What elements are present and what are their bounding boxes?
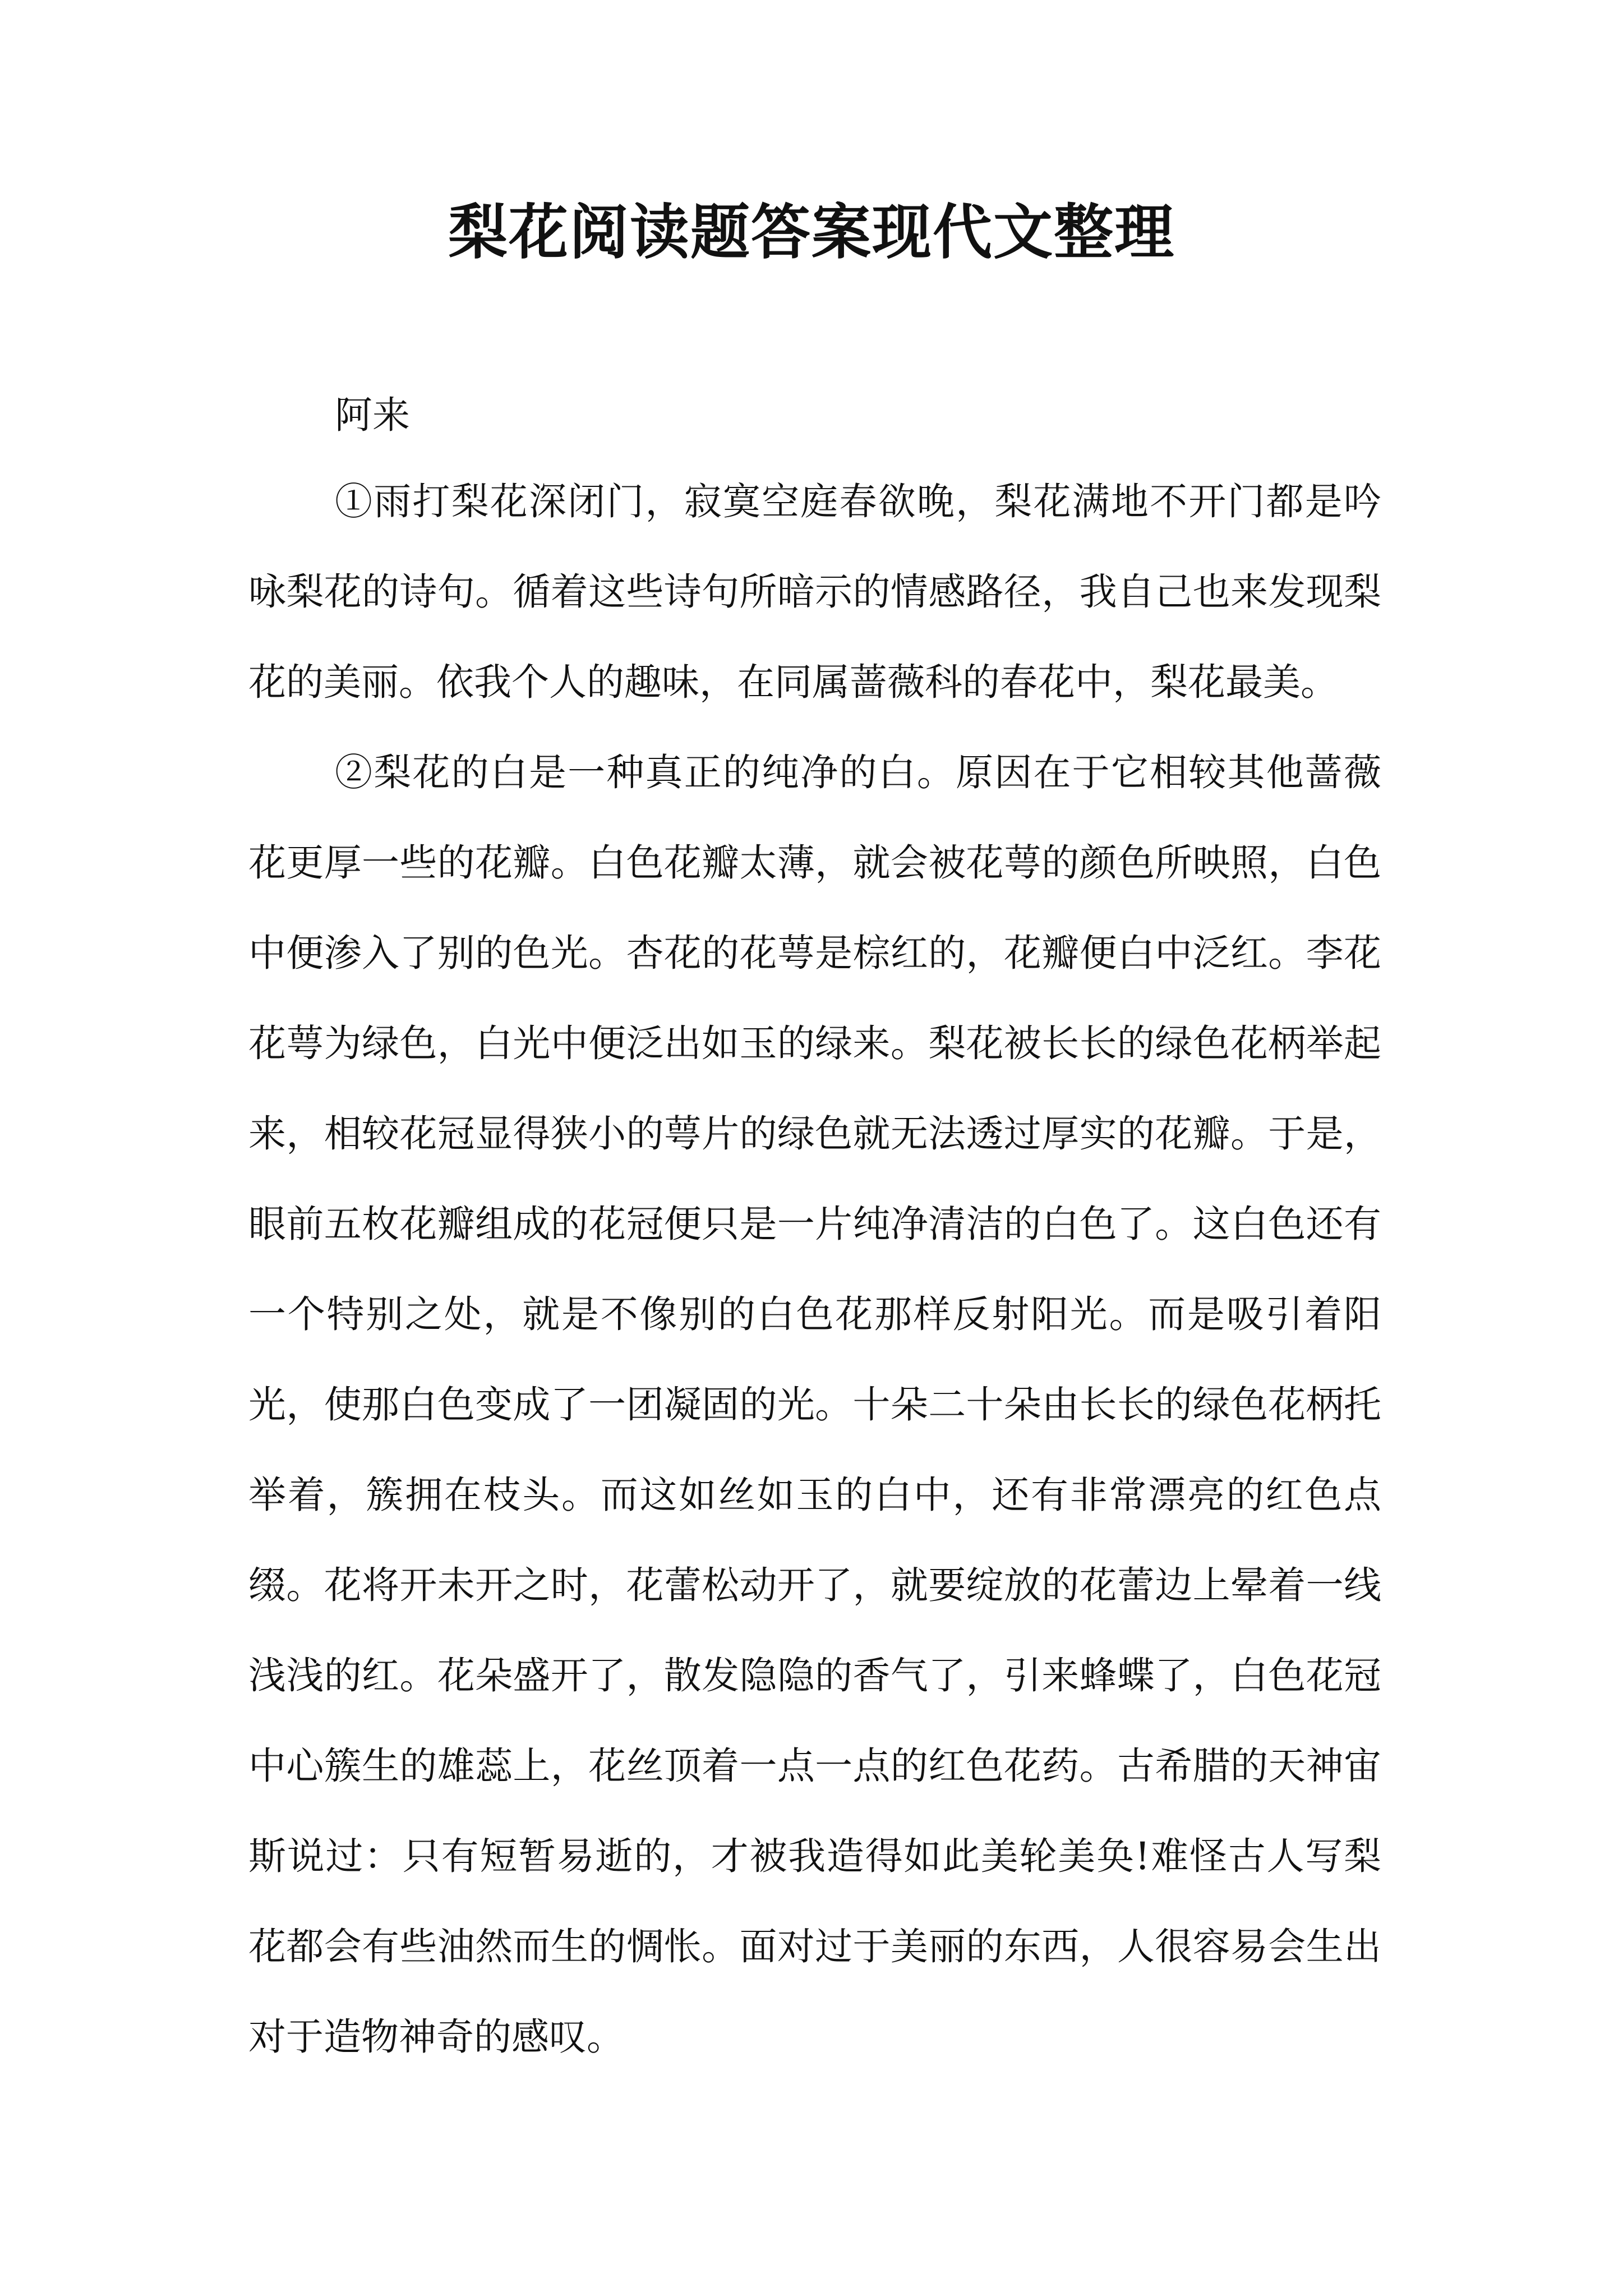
paragraph-1: ①雨打梨花深闭门，寂寞空庭春欲晚，梨花满地不开门都是吟咏梨花的诗句。循着这些诗句所暗示的情感路径，我自己也来发现梨花的美丽。依我个人的趣味，在同属蔷薇科的春花中，梨花最美。 bbox=[248, 480, 1381, 704]
author-name: 阿来 bbox=[335, 393, 410, 437]
paragraph-2: ②梨花的白是一种真正的纯净的白。原因在于它相较其他蔷薇花更厚一些的花瓣。白色花瓣太薄，就会被花萼的颜色所映照，白色中便渗入了别的色光。杏花的花萼是棕红的，花瓣便白中泛红。李花花萼为绿色，白光中便泛出如玉的绿来。梨花被长长的绿色花柄举起来，相较花冠显得狭小的萼片的绿色就无法透过厚实的花瓣。于是，眼前五枚花瓣组成的花冠便只是一片纯净清洁的白色了。这白色还有一个特别之处，就是不像别的白色花那样反射阳光。而是吸引着阳光，使那白色变成了一团凝固的光。十朵二十朵由长长的绿色花柄托举着，簇拥在枝头。而这如丝如玉的白中，还有非常漂亮的红色点缀。花将开未开之时，花蕾松动开了，就要绽放的花蕾边上晕着一线浅浅的红。花朵盛开了，散发隐隐的香气了，引来蜂蝶了，白色花冠中心簇生的雄蕊上，花丝顶着一点一点的红色花药。古希腊的天神宙斯说过：只有短暂易逝的，才被我造得如此美轮美奂!难怪古人写梨花都会有些油然而生的惆怅。面对过于美丽的东西，人很容易会生出对于造物神奇的感叹。 bbox=[248, 751, 1381, 2059]
article-body bbox=[248, 457, 1381, 2082]
page-title: 梨花阅读题答案现代文整理 bbox=[448, 198, 1175, 267]
